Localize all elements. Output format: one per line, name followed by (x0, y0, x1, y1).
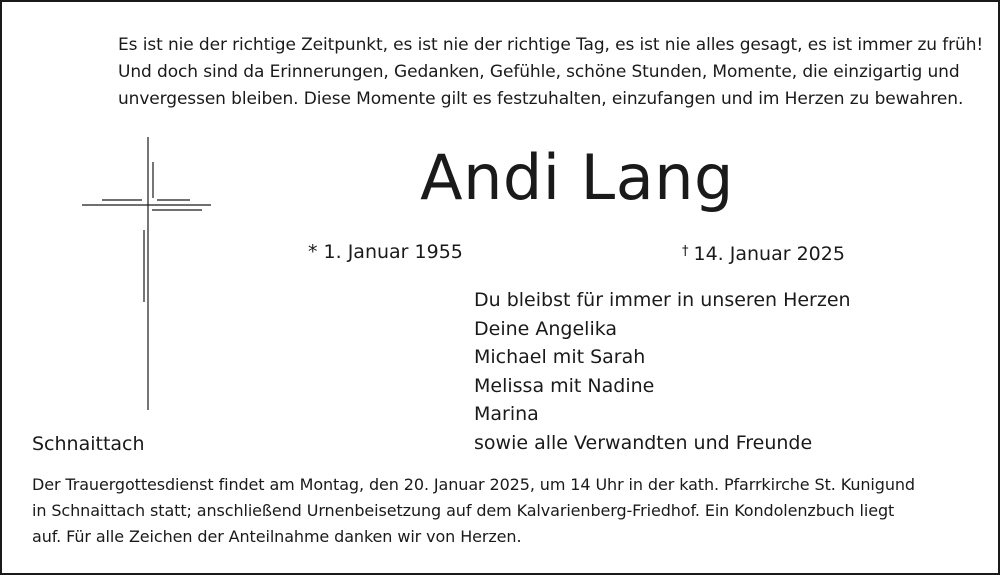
dagger-icon: † (682, 244, 689, 259)
list-item: Michael mit Sarah (474, 346, 646, 369)
death-date-block (682, 238, 845, 268)
notice-line: Der Trauergottesdienst findet am Montag, den 20. Januar 2025, um 14 Uhr in der kath. Pfarrkirche St. Kunigund (32, 475, 915, 494)
deceased-name: Andi Lang (420, 141, 734, 214)
death-date: 14. Januar 2025 (693, 243, 845, 265)
list-item: Melissa mit Nadine (474, 374, 655, 397)
intro-verse (118, 32, 984, 113)
list-item: Marina (474, 403, 539, 426)
intro-line: unvergessen bleiben. Diese Momente gilt es festzuhalten, einzufangen und im Herzen zu bewahren. (118, 89, 964, 109)
mourners-list (474, 286, 851, 458)
place-name: Schnaittach (32, 433, 145, 455)
list-item: sowie alle Verwandten und Freunde (474, 431, 813, 454)
notice-line: auf. Für alle Zeichen der Anteilnahme danken wir von Herzen. (32, 527, 522, 546)
intro-line: Und doch sind da Erinnerungen, Gedanken, Gefühle, schöne Stunden, Momente, die einzigartig und (118, 62, 960, 82)
list-item: Deine Angelika (474, 317, 618, 340)
list-item: Du bleibst für immer in unseren Herzen (474, 289, 851, 311)
notice-line: in Schnaittach statt; anschließend Urnenbeisetzung auf dem Kalvarienberg-Friedhof. Ein Kondolenzbuch liegt (32, 501, 895, 520)
intro-line: Es ist nie der richtige Zeitpunkt, es ist nie der richtige Tag, es ist nie alles gesagt, es ist immer zu früh! (118, 35, 984, 55)
funeral-notice (32, 472, 982, 550)
birth-date: * 1. Januar 1955 (308, 241, 463, 263)
